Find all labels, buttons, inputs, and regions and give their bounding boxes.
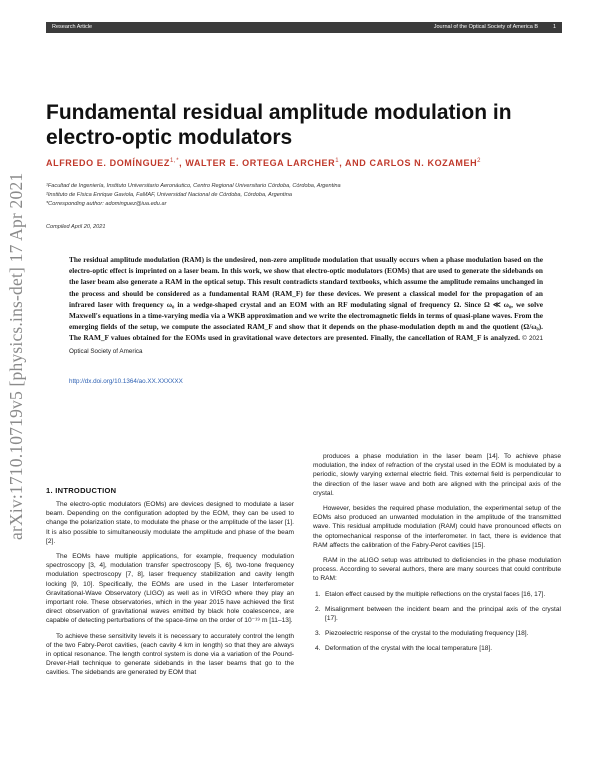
compiled-date: Compiled April 20, 2021 xyxy=(46,224,106,230)
paragraph: produces a phase modulation in the laser beam [14]. To achieve phase modulation, the index of refraction of the crystal used in the EOM is modulated by a periodic, slowly varying external electric field. This external field is perpendicular to the direction of the laser wave and both are aligned with the principal axis of the crystal. xyxy=(313,453,561,497)
list-number: 3. xyxy=(315,630,321,638)
copyright-notice: © 2021 Optical Society of America xyxy=(69,335,543,355)
list-item xyxy=(313,590,561,599)
abstract-text: The residual amplitude modulation (RAM) is the undesired, non-zero amplitude modulation that usually occurs when a phase modulation based on the electro-optic effect is imprinted on a laser beam. In this work, we show that electro-optic modulators (EOMs) that are used to generate the sidebands on the laser beam also generate a RAM in the optical setup. This result contradicts standard textbooks, which assume the amplitude remains unchanged in the process and should be considered as a fundamental RAM (RAM_F) for these devices. We present a classical model for the propagation of an infrared laser with frequency ω₀ in a wedge-shaped crystal and an EOM with an RF modulating signal of frequency Ω. Since Ω ≪ ω₀, we solve Maxwell's equations in a time-varying media via a WKB approximation and we write the electromagnetic fields in terms of quasi-plane waves. From the emerging fields of the setup, we compute the associated RAM_F and show that it depends on the phase-modulation depth m and the quotient (Ω/ω₀). The RAM_F values obtained for the EOMs used in gravitational wave detectors are presented. Finally, the cancellation of RAM_F is analyzed. xyxy=(69,255,543,343)
paragraph: However, besides the required phase modulation, the experimental setup of the EOMs also produced an unwanted modulation in the amplitude of the transmitted wave. This residual amplitude modulation (RAM) could have pronounced effects on the optomechanical response of the interferometer. In fact, there is evidence that RAM affects the calibration of the Fabry-Perot cavities [15]. xyxy=(313,505,561,549)
paragraph: The EOMs have multiple applications, for example, frequency modulation spectroscopy [3, 4], modulation transfer spectroscopy [5, 6], two-tone frequency modulation spectroscopy [7, 8], laser frequency stabilization and cavity length locking [9, 10]. Specifically, the EOMs are used in the Laser Interferometer Gravitational-Wave Observatory (LIGO) as well as in VIRGO where they play an important role. These observatories, which in the year 2015 have achieved the first direct observation of gravitational waves emitted by black hole coalescence, are capable of detecting perturbations of the space-time on the order of 10⁻¹⁹ m [11–13]. xyxy=(46,553,294,625)
author-name: CARLOS N. KOZAMEH xyxy=(369,158,478,168)
list-text: Misalignment between the incident beam and the principal axis of the crystal [17]. xyxy=(325,605,561,623)
corresponding-author: *Corresponding author: adominguez@iua.edu.ar xyxy=(46,201,167,207)
doi-link[interactable]: http://dx.doi.org/10.1364/ao.XX.XXXXXX xyxy=(69,378,183,385)
section-heading: 1. INTRODUCTION xyxy=(46,486,117,495)
list-item xyxy=(313,605,561,623)
ram-sources-list xyxy=(313,590,561,654)
right-column xyxy=(313,452,561,660)
affiliation-line: ²Instituto de Física Enrique Gaviola, FaMAF, Universidad Nacional de Córdoba, Córdoba, Argentina xyxy=(46,192,292,198)
list-text: Deformation of the crystal with the local temperature [18]. xyxy=(325,645,493,653)
abstract xyxy=(69,254,543,357)
list-number: 4. xyxy=(315,645,321,653)
list-text: Etalon effect caused by the multiple reflections on the crystal faces [16, 17]. xyxy=(325,590,546,598)
author-joiner: , AND xyxy=(339,158,370,168)
list-text: Piezoelectric response of the crystal to the modulating frequency [18]. xyxy=(325,630,529,638)
list-item xyxy=(313,629,561,638)
author-affiliation-mark: 1,* xyxy=(170,158,180,164)
author-list: ALFREDO E. $DOMÍNGUEZ^{1,*}$, WALTER E. ORTEGA LARCHER$^1$, AND CARLOS N. KOZAMEH$^2$ xyxy=(46,158,482,168)
running-header xyxy=(46,22,562,33)
affiliation-line: ¹Facultad de Ingeniería, Instituto Universitario Aeronáutico, Centro Regional Universitario Córdoba, Córdoba, Argentina xyxy=(46,183,341,189)
paragraph: The electro-optic modulators (EOMs) are devices designed to modulate a laser beam. Depending on the configuration adopted by the EOM, they can be used to change the polarization state, to modulate the phase or the amplitude of the laser [1]. It is also possible to simultaneously modulate the amplitude and phase of the beam [2]. xyxy=(46,501,294,545)
paragraph: To achieve these sensitivity levels it is necessary to accurately control the length of the two Fabry-Perot cavities, (each cavity 4 km in length) so that they are always in optical resonance. The length control system is done via a variation of the Pound-Drever-Hall technique to generate sidebands in the laser beams that go to the cavities. The sidebands are generated by EOM that xyxy=(46,632,294,677)
article-type-label: Research Article xyxy=(52,24,93,30)
left-column xyxy=(46,500,294,684)
list-number: 2. xyxy=(315,605,321,613)
author-affiliation-mark: 1 xyxy=(335,158,340,164)
list-item xyxy=(313,644,561,653)
journal-name: Journal of the Optical Society of America B xyxy=(433,24,538,30)
page-number: 1 xyxy=(552,24,556,30)
affiliations xyxy=(46,182,566,209)
arxiv-identifier-text: arXiv:1710.10719v5 [physics.ins-det] 17 Apr 2021 xyxy=(6,172,26,540)
paper-title: Fundamental residual amplitude modulation in electro-optic modulators xyxy=(46,101,512,149)
author-name: ALFREDO E. DOMÍNGUEZ xyxy=(46,158,170,168)
author-name: WALTER E. ORTEGA LARCHER xyxy=(185,158,336,168)
paragraph: RAM in the aLIGO setup was attributed to deficiencies in the phase modulation process. According to several authors, there are many sources that could contribute to RAM: xyxy=(313,557,561,583)
author-affiliation-mark: 2 xyxy=(477,158,482,164)
list-number: 1. xyxy=(315,590,321,598)
